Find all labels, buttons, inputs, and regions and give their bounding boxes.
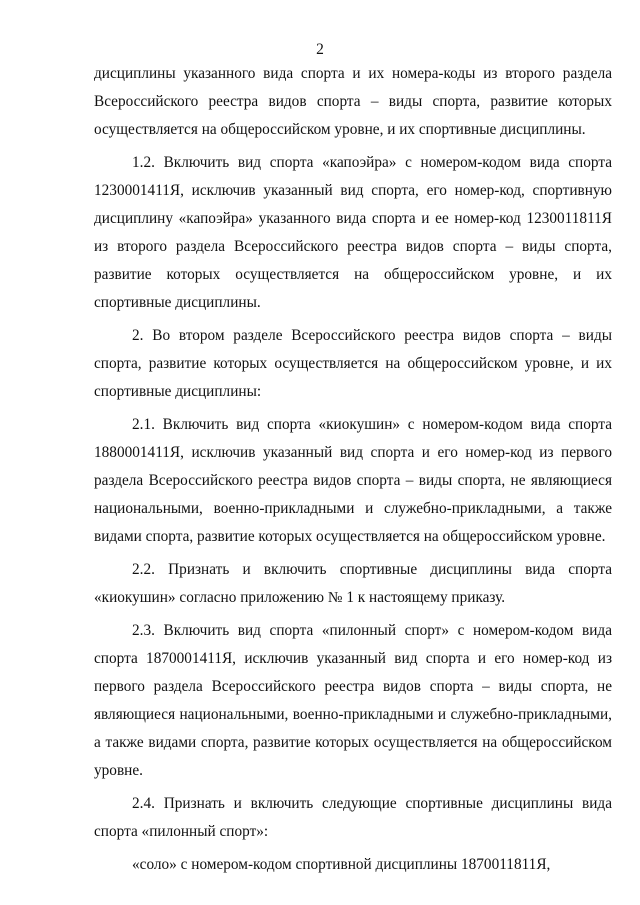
paragraph-2-4: 2.4. Признать и включить следующие спортивные дисциплины вида спорта «пилонный спорт»:: [94, 795, 612, 840]
paragraph-continuation: дисциплины указанного вида спорта и их номера-коды из второго раздела Всероссийского реестра видов спорта – виды спорта, развитие которых осуществляется на общероссийском уровне, и их спортивные дисциплины.: [94, 65, 612, 138]
paragraph-1-2: 1.2. Включить вид спорта «капоэйра» с номером-кодом вида спорта 1230001411Я, исключив указанный вид спорта, его номер-код, спортивную дисциплину «капоэйра» указанного вида спорта и ее номер-код 1230011811Я из второго раздела Всероссийского реестра видов спорта – виды спорта, развитие которых осуществляется на общероссийском уровне, и их спортивные дисциплины.: [94, 154, 612, 311]
paragraph-2: 2. Во втором разделе Всероссийского реестра видов спорта – виды спорта, развитие которых осуществляется на общероссийском уровне, и их спортивные дисциплины:: [94, 327, 612, 400]
page-number: 2: [316, 41, 324, 58]
paragraph-solo: «соло» с номером-кодом спортивной дисциплины 1870011811Я,: [132, 856, 551, 873]
paragraph-2-2: 2.2. Признать и включить спортивные дисциплины вида спорта «киокушин» согласно приложению № 1 к настоящему приказу.: [94, 561, 612, 606]
paragraph-2-3: 2.3. Включить вид спорта «пилонный спорт» с номером-кодом вида спорта 1870001411Я, исключив указанный вид спорта и его номер-код из первого раздела Всероссийского реестра видов спорта – виды спорта, не являющиеся национальными, военно-прикладными и служебно-прикладными, а также видами спорта, развитие которых осуществляется на общероссийском уровне.: [94, 622, 612, 779]
paragraph-2-1: 2.1. Включить вид спорта «киокушин» с номером-кодом вида спорта 1880001411Я, исключив указанный вид спорта и его номер-код из первого раздела Всероссийского реестра видов спорта – виды спорта, не являющиеся национальными, военно-прикладными и служебно-прикладными, а также видами спорта, развитие которых осуществляется на общероссийском уровне.: [94, 416, 612, 545]
document-body: [94, 60, 612, 879]
